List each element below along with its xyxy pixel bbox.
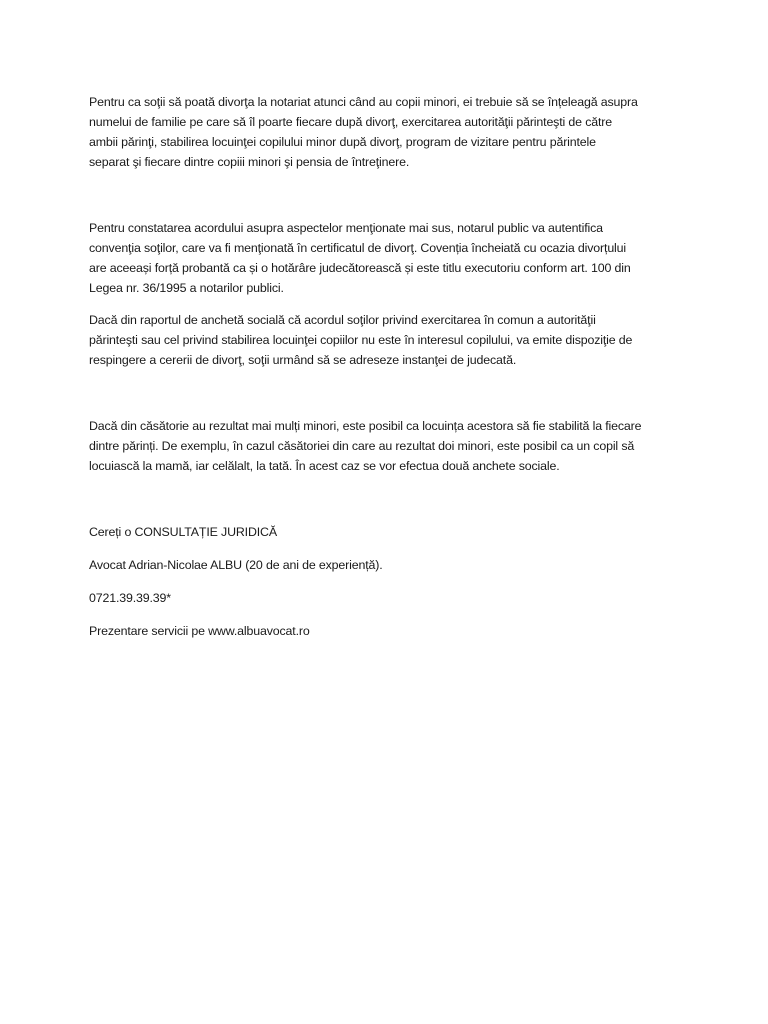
text-line: are aceeași forță probantă ca și o hotărâre judecătorească și este titlu executoriu conform art. 100 din — [89, 261, 631, 275]
text-line: dintre părinți. De exemplu, în cazul căsătoriei din care au rezultat doi minori, este posibil ca un copil să — [89, 439, 635, 453]
text-line: Pentru constatarea acordului asupra aspectelor menţionate mai sus, notarul public va autentifica — [89, 221, 603, 235]
phone-number: 0721.39.39.39* — [89, 591, 171, 605]
consultation-cta: Cereți o CONSULTAȚIE JURIDICĂ — [89, 525, 277, 539]
paragraph-agreement-authentication — [89, 218, 679, 298]
text-line: Legea nr. 36/1995 a notarilor publici. — [89, 281, 284, 295]
text-line: Pentru ca soţii să poată divorţa la notariat atunci când au copii minori, ei trebuie să se înțeleagă asupra — [89, 95, 638, 109]
lawyer-name: Avocat Adrian-Nicolae ALBU (20 de ani de experiență). — [89, 558, 383, 572]
text-line: respingere a cererii de divorţ, soţii urmând să se adreseze instanţei de judecată. — [89, 353, 517, 367]
paragraph-notary-divorce-conditions — [89, 92, 679, 172]
paragraph-social-inquiry — [89, 310, 679, 370]
text-line: părinteşti sau cel privind stabilirea locuinţei copiilor nu este în interesul copilului, va emite dispoziţie de — [89, 333, 633, 347]
text-line: ambii părinţi, stabilirea locuinţei copilului minor după divorţ, program de vizitare pentru părintele — [89, 135, 596, 149]
paragraph-multiple-minors — [89, 416, 679, 476]
text-line: numelui de familie pe care să îl poarte fiecare după divorţ, exercitarea autorităţii părinteşti de către — [89, 115, 612, 129]
website-line: Prezentare servicii pe www.albuavocat.ro — [89, 624, 310, 638]
text-line: Dacă din raportul de anchetă socială că acordul soţilor privind exercitarea în comun a autorităţii — [89, 313, 596, 327]
text-line: locuiască la mamă, iar celălalt, la tată. În acest caz se vor efectua două anchete sociale. — [89, 459, 560, 473]
text-line: separat şi fiecare dintre copiii minori şi pensia de întreţinere. — [89, 155, 410, 169]
text-line: Dacă din căsătorie au rezultat mai mulți minori, este posibil ca locuința acestora să fie stabilită la fiecare — [89, 419, 642, 433]
text-line: convenţia soţilor, care va fi menţionată în certificatul de divorţ. Covenția încheiată cu ocazia divorțului — [89, 241, 627, 255]
